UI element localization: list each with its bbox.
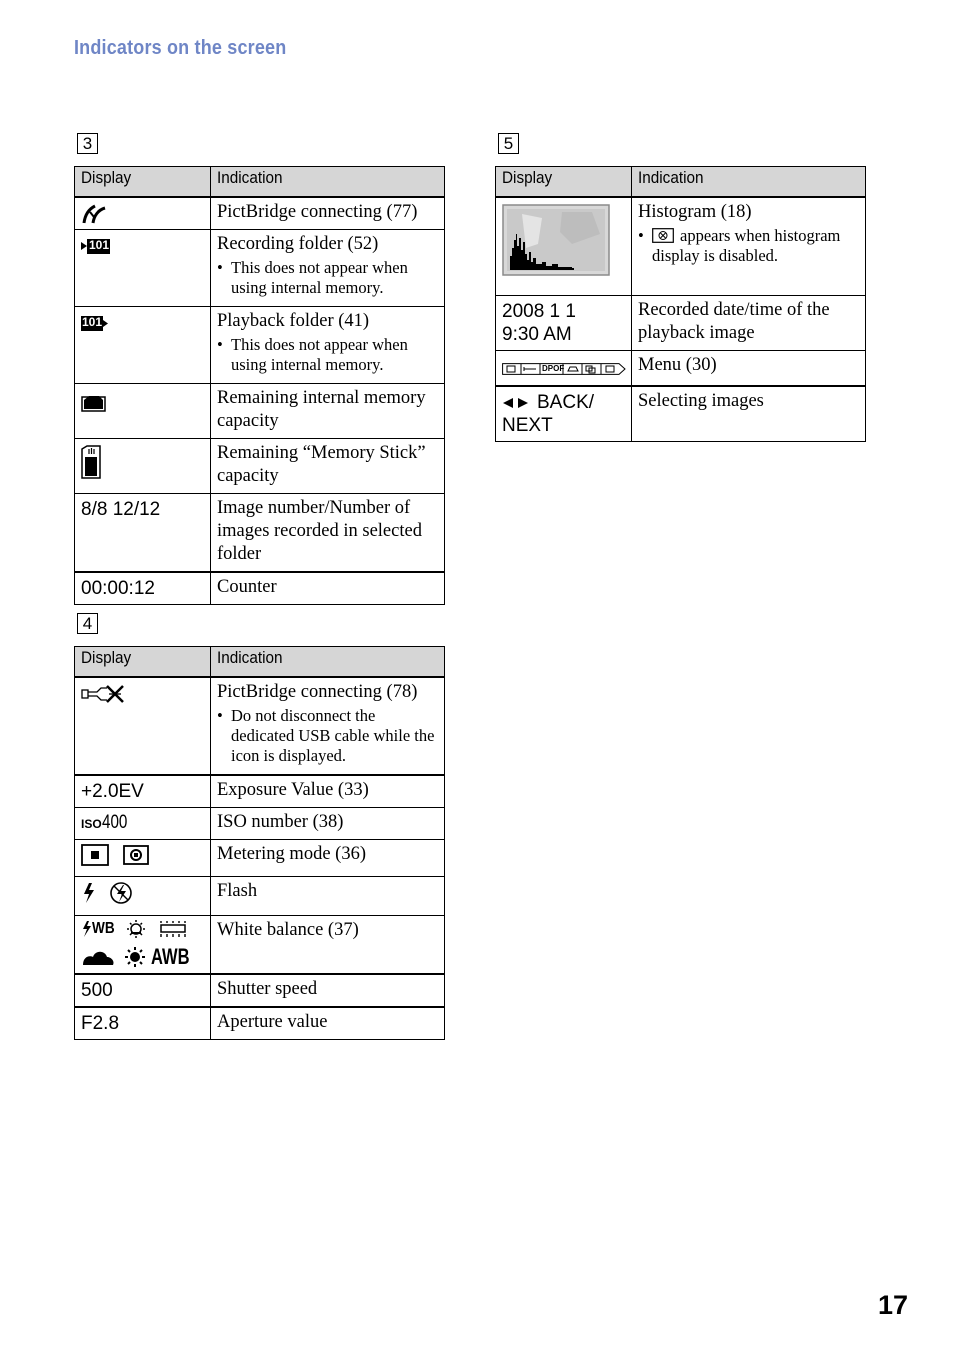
column-header-indication: Indication (211, 647, 445, 678)
display-value: F2.8 (75, 1007, 211, 1040)
indication-text: Aperture value (211, 1007, 445, 1040)
indication-text: Remaining internal memory capacity (211, 384, 445, 439)
table-row (496, 350, 866, 386)
table-header-row (75, 167, 445, 198)
table-row (496, 197, 866, 295)
table-row (75, 877, 445, 916)
indication-text: Histogram (18) (638, 202, 752, 222)
white-balance-icon: WB AWB (81, 919, 201, 969)
table-row (75, 307, 445, 384)
indication-note: • Do not disconnect the dedicated USB cable while the icon is displayed. (217, 706, 435, 765)
playback-folder-icon: 101 (81, 314, 109, 332)
indication-text: Counter (211, 572, 445, 605)
indication-note: • This does not appear when using internal memory. (217, 335, 408, 374)
section-4-table (74, 646, 445, 1040)
flash-icon (81, 881, 133, 911)
table-row (75, 840, 445, 877)
display-value: 8/8 12/12 (75, 494, 211, 573)
histogram-icon (502, 204, 610, 276)
indication-text: Recording folder (52) (217, 234, 379, 254)
table-row (496, 386, 866, 442)
table-row (75, 572, 445, 605)
page-header-title: Indicators on the screen (74, 37, 287, 59)
indication-text: PictBridge connecting (78) (217, 682, 418, 702)
indication-note: • appears when histogram display is disabled. (638, 226, 841, 265)
metering-mode-icon (81, 844, 151, 872)
indication-text: Playback folder (41) (217, 311, 370, 331)
indication-text: Exposure Value (33) (211, 775, 445, 808)
table-row (75, 916, 445, 975)
indication-text: Menu (30) (632, 350, 866, 386)
section-5-number: 5 (498, 133, 519, 154)
back-next-icon (503, 397, 529, 409)
section-3-number: 3 (77, 133, 98, 154)
recording-folder-icon: 101 (81, 237, 111, 255)
table-header-row (75, 647, 445, 678)
table-row (75, 808, 445, 840)
indication-text: Flash (211, 877, 445, 916)
display-value: 2008 1 1 9:30 AM (496, 295, 632, 350)
histogram-disabled-icon (652, 228, 674, 243)
table-row (75, 677, 445, 775)
table-row (75, 775, 445, 808)
indication-text: Shutter speed (211, 974, 445, 1007)
internal-memory-icon (81, 392, 107, 412)
column-header-display: Display (496, 167, 632, 198)
menu-bar-icon: DPOF (502, 363, 626, 375)
indication-text: PictBridge connecting (77) (211, 197, 445, 230)
table-row (75, 974, 445, 1007)
table-row (75, 230, 445, 307)
indication-note: • This does not appear when using internal memory. (217, 258, 408, 297)
table-row (75, 1007, 445, 1040)
iso-icon: ISO400 (81, 812, 128, 834)
indication-text: Remaining “Memory Stick” capacity (211, 439, 445, 494)
column-header-indication: Indication (211, 167, 445, 198)
indication-text: ISO number (38) (211, 808, 445, 840)
display-value: BACK/ NEXT (502, 391, 595, 436)
column-header-display: Display (75, 647, 211, 678)
pictbridge-connecting-icon (81, 203, 107, 225)
table-row (496, 295, 866, 350)
section-3-table (74, 166, 445, 605)
section-5-table (495, 166, 866, 442)
table-row (75, 197, 445, 230)
indication-text: Metering mode (36) (211, 840, 445, 877)
table-row (75, 494, 445, 573)
page-number: 17 (878, 1290, 909, 1320)
column-header-indication: Indication (632, 167, 866, 198)
display-value: 500 (75, 974, 211, 1007)
table-row (75, 384, 445, 439)
table-header-row (496, 167, 866, 198)
section-4-number: 4 (77, 613, 98, 634)
table-row (75, 439, 445, 494)
indication-text: Selecting images (632, 386, 866, 442)
memory-stick-icon (81, 445, 101, 479)
display-value: 00:00:12 (75, 572, 211, 605)
display-value: +2.0EV (75, 775, 211, 808)
column-header-display: Display (75, 167, 211, 198)
indication-text: Recorded date/time of the playback image (632, 295, 866, 350)
indication-text: White balance (37) (211, 916, 445, 975)
indication-text: Image number/Number of images recorded in selected folder (211, 494, 445, 573)
pictbridge-do-not-disconnect-icon (81, 683, 125, 705)
